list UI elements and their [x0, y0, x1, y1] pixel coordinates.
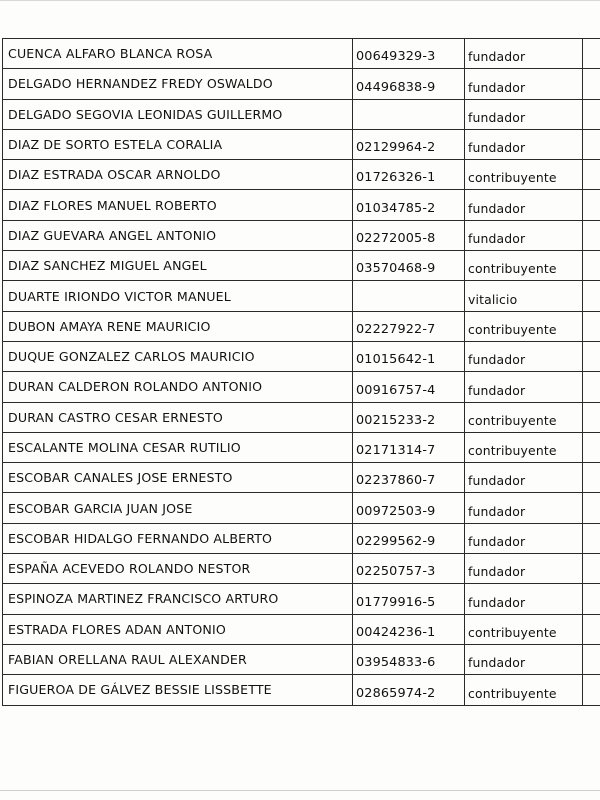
table-row: [3, 251, 600, 281]
table-row: [3, 129, 600, 159]
table-row: [3, 311, 600, 341]
empty-cell: [583, 523, 600, 553]
member-type-cell: contribuyente: [465, 675, 583, 705]
member-id-cell: 01779916-5: [353, 584, 465, 614]
member-id-cell: 00424236-1: [353, 614, 465, 644]
empty-cell: [583, 493, 600, 523]
empty-cell: [583, 372, 600, 402]
member-id-cell: 00649329-3: [353, 39, 465, 69]
member-name-cell: DIAZ SANCHEZ MIGUEL ANGEL: [3, 251, 353, 281]
table-row: [3, 675, 600, 705]
table-row: [3, 281, 600, 311]
member-name-cell: DUQUE GONZALEZ CARLOS MAURICIO: [3, 341, 353, 371]
member-type-cell: fundador: [465, 99, 583, 129]
member-id-cell: 02250757-3: [353, 554, 465, 584]
member-type-cell: contribuyente: [465, 402, 583, 432]
empty-cell: [583, 554, 600, 584]
member-id-cell: 02272005-8: [353, 220, 465, 250]
empty-cell: [583, 220, 600, 250]
member-id-cell: 04496838-9: [353, 69, 465, 99]
member-type-cell: vitalicio: [465, 281, 583, 311]
table-row: [3, 644, 600, 674]
member-type-cell: fundador: [465, 554, 583, 584]
member-name-cell: DURAN CASTRO CESAR ERNESTO: [3, 402, 353, 432]
member-id-cell: 02129964-2: [353, 129, 465, 159]
table-row: [3, 523, 600, 553]
empty-cell: [583, 251, 600, 281]
member-type-cell: fundador: [465, 39, 583, 69]
table-row: [3, 432, 600, 462]
member-id-cell: [353, 99, 465, 129]
member-id-cell: [353, 281, 465, 311]
member-type-cell: fundador: [465, 341, 583, 371]
member-id-cell: 02237860-7: [353, 463, 465, 493]
empty-cell: [583, 463, 600, 493]
member-name-cell: ESPINOZA MARTINEZ FRANCISCO ARTURO: [3, 584, 353, 614]
top-divider: [0, 0, 600, 1]
member-name-cell: CUENCA ALFARO BLANCA ROSA: [3, 39, 353, 69]
member-name-cell: DIAZ FLORES MANUEL ROBERTO: [3, 190, 353, 220]
member-id-cell: 03954833-6: [353, 644, 465, 674]
member-name-cell: DIAZ ESTRADA OSCAR ARNOLDO: [3, 160, 353, 190]
member-type-cell: fundador: [465, 372, 583, 402]
member-type-cell: fundador: [465, 493, 583, 523]
empty-cell: [583, 69, 600, 99]
member-type-cell: fundador: [465, 190, 583, 220]
member-id-cell: 03570468-9: [353, 251, 465, 281]
table-row: [3, 402, 600, 432]
member-name-cell: DELGADO HERNANDEZ FREDY OSWALDO: [3, 69, 353, 99]
member-type-cell: fundador: [465, 463, 583, 493]
table-row: [3, 160, 600, 190]
member-name-cell: DIAZ GUEVARA ANGEL ANTONIO: [3, 220, 353, 250]
member-type-cell: fundador: [465, 644, 583, 674]
member-type-cell: contribuyente: [465, 160, 583, 190]
member-id-cell: 00215233-2: [353, 402, 465, 432]
member-name-cell: DUBON AMAYA RENE MAURICIO: [3, 311, 353, 341]
table-row: [3, 554, 600, 584]
member-name-cell: ESCOBAR CANALES JOSE ERNESTO: [3, 463, 353, 493]
member-id-cell: 02171314-7: [353, 432, 465, 462]
member-table-body: [3, 39, 600, 706]
empty-cell: [583, 311, 600, 341]
member-id-cell: 01726326-1: [353, 160, 465, 190]
table-row: [3, 372, 600, 402]
member-id-cell: 00972503-9: [353, 493, 465, 523]
member-type-cell: contribuyente: [465, 251, 583, 281]
member-name-cell: ESCALANTE MOLINA CESAR RUTILIO: [3, 432, 353, 462]
member-name-cell: DURAN CALDERON ROLANDO ANTONIO: [3, 372, 353, 402]
table-row: [3, 190, 600, 220]
member-name-cell: DELGADO SEGOVIA LEONIDAS GUILLERMO: [3, 99, 353, 129]
member-type-cell: contribuyente: [465, 614, 583, 644]
member-id-cell: 01015642-1: [353, 341, 465, 371]
member-name-cell: FIGUEROA DE GÁLVEZ BESSIE LISSBETTE: [3, 675, 353, 705]
empty-cell: [583, 675, 600, 705]
empty-cell: [583, 39, 600, 69]
table-row: [3, 493, 600, 523]
table-row: [3, 614, 600, 644]
empty-cell: [583, 99, 600, 129]
member-type-cell: fundador: [465, 69, 583, 99]
member-table: [2, 38, 600, 706]
member-name-cell: ESCOBAR HIDALGO FERNANDO ALBERTO: [3, 523, 353, 553]
empty-cell: [583, 341, 600, 371]
member-type-cell: contribuyente: [465, 432, 583, 462]
member-type-cell: fundador: [465, 584, 583, 614]
member-id-cell: 02227922-7: [353, 311, 465, 341]
member-type-cell: contribuyente: [465, 311, 583, 341]
empty-cell: [583, 432, 600, 462]
empty-cell: [583, 584, 600, 614]
member-id-cell: 00916757-4: [353, 372, 465, 402]
table-row: [3, 220, 600, 250]
member-name-cell: FABIAN ORELLANA RAUL ALEXANDER: [3, 644, 353, 674]
member-type-cell: fundador: [465, 523, 583, 553]
member-name-cell: DIAZ DE SORTO ESTELA CORALIA: [3, 129, 353, 159]
member-id-cell: 01034785-2: [353, 190, 465, 220]
empty-cell: [583, 160, 600, 190]
empty-cell: [583, 190, 600, 220]
table-row: [3, 69, 600, 99]
member-type-cell: fundador: [465, 220, 583, 250]
member-name-cell: ESCOBAR GARCIA JUAN JOSE: [3, 493, 353, 523]
bottom-divider: [0, 790, 600, 791]
member-id-cell: 02299562-9: [353, 523, 465, 553]
table-row: [3, 99, 600, 129]
table-row: [3, 341, 600, 371]
member-name-cell: ESPAÑA ACEVEDO ROLANDO NESTOR: [3, 554, 353, 584]
member-name-cell: ESTRADA FLORES ADAN ANTONIO: [3, 614, 353, 644]
member-id-cell: 02865974-2: [353, 675, 465, 705]
table-row: [3, 463, 600, 493]
member-type-cell: fundador: [465, 129, 583, 159]
table-row: [3, 584, 600, 614]
member-name-cell: DUARTE IRIONDO VICTOR MANUEL: [3, 281, 353, 311]
empty-cell: [583, 129, 600, 159]
table-row: [3, 39, 600, 69]
empty-cell: [583, 281, 600, 311]
empty-cell: [583, 402, 600, 432]
empty-cell: [583, 614, 600, 644]
empty-cell: [583, 644, 600, 674]
